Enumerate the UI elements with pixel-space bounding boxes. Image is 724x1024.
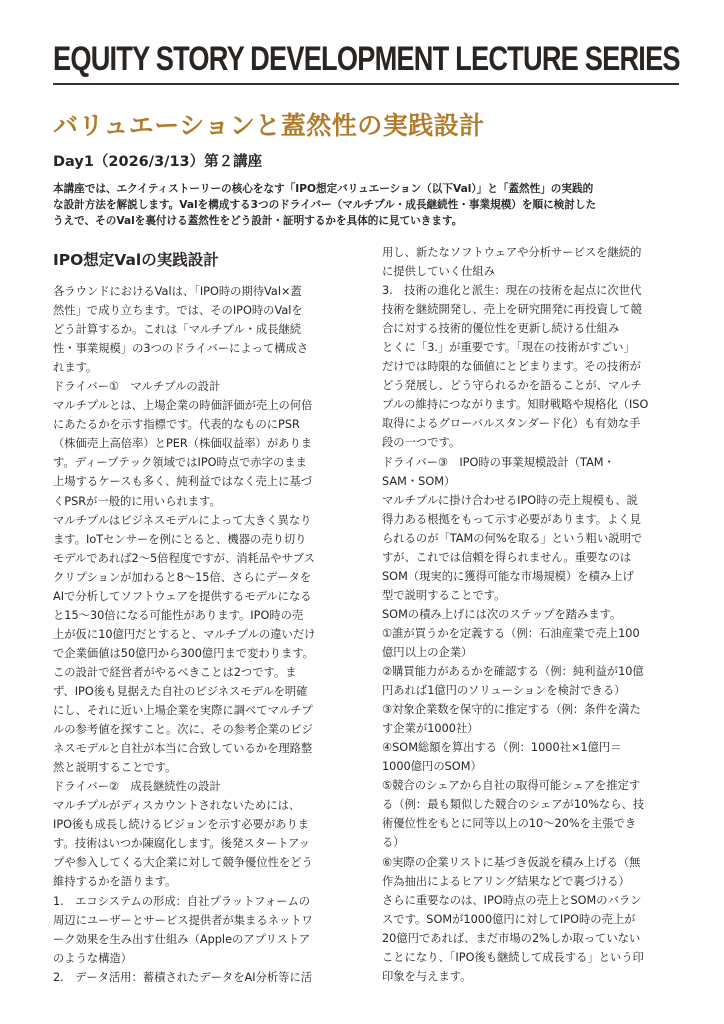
body-line: マルチプルがディスカウントされないためには、: [53, 799, 301, 813]
body-line: 3. 技術の進化と派生：現在の技術を起点に次世代: [382, 284, 642, 298]
body-line: 1000億円のSOM）: [382, 760, 482, 774]
body-line: クリプションが加わると8〜15倍、さらにデータを: [53, 570, 312, 584]
body-line: 用し、新たなソフトウェアや分析サービスを継続的: [382, 246, 642, 259]
body-line: とくに「3.」が重要です。「現在の技術がすごい」: [382, 341, 635, 355]
body-line: る（例：最も類似した競合のシェアが10%なら、技: [382, 798, 645, 812]
body-line: ネスモデルと自社が本当に合致しているかを理路整: [53, 742, 313, 756]
body-line: ます。IoTセンサーを例にとると、機器の売り切り: [53, 532, 307, 546]
body-line: す。技術はいつか陳腐化します。後発スタートアッ: [53, 837, 310, 851]
body-line: ず、IPO後も見据えた自社のビジネスモデルを明確: [53, 684, 308, 698]
right-column: [382, 243, 686, 986]
body-line: すが、これでは信頼を得られません。重要なのは: [382, 550, 632, 564]
body-line: だけでは時限的な価値にとどまります。その技術が: [382, 360, 641, 374]
body-line: ③対象企業数を保守的に推定する（例：条件を満た: [382, 703, 641, 717]
section-heading: IPO想定Valの実践設計: [53, 251, 219, 269]
intro-paragraph: [53, 181, 679, 229]
left-column: [53, 247, 357, 987]
body-line: 技術を継続開発し、売上を研究開発に再投資して競: [382, 303, 642, 317]
body-line: 然性」で成り立ちます。では、そのIPO時のValを: [53, 304, 303, 318]
body-line: AIで分析してソフトウェアを提供するモデルになる: [53, 589, 312, 603]
body-line: マルチプルとは、上場企業の時価評価が売上の何倍: [53, 399, 313, 413]
body-line: 合に対する技術的優位性を更新し続ける仕組み: [382, 322, 620, 336]
body-line: ドライバー② 成長継続性の設計: [53, 780, 221, 794]
body-line: 各ラウンドにおけるValは、「IPO時の期待Val×蓋: [53, 285, 302, 298]
body-line: 20億円であれば、まだ市場の2%しか取っていない: [382, 931, 641, 945]
body-line: くPSRが一般的に用いられます。: [53, 494, 221, 508]
body-line: マルチプルはビジネスモデルによって大きく異なり: [53, 513, 312, 527]
body-line: る）: [382, 836, 405, 850]
page-title: バリュエーションと蓋然性の実践設計: [53, 111, 485, 140]
body-line: 作為抽出によるヒアリング結果などで裏づける）: [382, 874, 630, 888]
body-line: ことになり、「IPO後も継続して成長する」という印: [382, 950, 644, 964]
body-line: SAM・SOM）: [382, 474, 456, 488]
body-line: にし、それに近い上場企業を実際に調べてマルチプ: [53, 704, 313, 718]
body-line: 1. エコシステムの形成：自社プラットフォームの: [53, 894, 311, 908]
body-line: のような構造）: [53, 951, 133, 965]
body-line: 上場するケースも多く、純利益ではなく売上に基づ: [53, 475, 313, 489]
body-line: 2. データ活用：蓄積されたデータをAI分析等に活: [53, 970, 313, 984]
body-line: と15〜30倍になる可能性があります。IPO時の売: [53, 608, 304, 622]
body-line: IPO後も成長し続けるビジョンを示す必要がありま: [53, 818, 310, 832]
series-title: EQUITY STORY DEVELOPMENT LECTURE SERIES: [53, 40, 680, 78]
body-line: SOMの積み上げには次のステップを踏みます。: [382, 607, 622, 621]
body-line: プルの維持につながります。知財戦略や規格化（ISO: [382, 398, 649, 412]
body-line: 円あれば1億円のソリューションを検討できる）: [382, 684, 626, 698]
body-line: す企業が1000社）: [382, 722, 479, 736]
intro-line: な設計方法を解説します。Valを構成する3つのドライバー（マルチプル・成長継続性・事業規模）を順に検討した: [53, 199, 597, 211]
body-line: どう計算するか。これは「マルチプル・成長継続: [53, 323, 302, 337]
session-subtitle: Day1（2026/3/13）第２講座: [53, 154, 263, 170]
body-line: 周辺にユーザーとサービス提供者が集まるネットワ: [53, 913, 313, 927]
body-line: この設計で経営者がやるべきことは2つです。ま: [53, 665, 297, 679]
body-line: ④SOM総額を算出する（例：1000社×1億円＝: [382, 741, 622, 755]
body-line: 型で説明することです。: [382, 588, 506, 602]
body-line: モデルであれば2〜5倍程度ですが、消耗品やサブス: [53, 551, 315, 565]
body-line: 維持するかを語ります。: [53, 875, 177, 889]
body-line: 性・事業規模」の3つのドライバーによって構成さ: [53, 342, 309, 356]
body-line: に提供していく仕組み: [382, 265, 495, 279]
body-line: ⑤競合のシェアから自社の取得可能シェアを推定す: [382, 779, 641, 793]
body-line: 取得によるグローバルスタンダード化）も有効な手: [382, 417, 641, 431]
body-line: ドライバー③ IPO時の事業規模設計（TAM・: [382, 455, 615, 469]
body-line: られるのが「TAMの何%を取る」という粗い説明で: [382, 531, 643, 545]
body-line: 億円以上の企業）: [382, 645, 473, 659]
intro-line: うえで、そのValを裏付ける蓋然性をどう設計・証明するかを具体的に見ていきます。: [53, 215, 463, 227]
body-line: ⑥実際の企業リストに基づき仮説を積み上げる（無: [382, 855, 641, 869]
body-line: （株価売上高倍率）とPER（株価収益率）がありま: [53, 437, 313, 451]
body-line: さらに重要なのは、IPO時点の売上とSOMのバラン: [382, 893, 642, 907]
lecture-series-banner: [53, 40, 693, 84]
body-line: 得力ある根拠をもって示す必要があります。よく見: [382, 512, 641, 526]
body-line: 段の一つです。: [382, 436, 461, 450]
body-line: ②購買能力があるかを確認する（例：純利益が10億: [382, 665, 644, 679]
body-line: 印象を与えます。: [382, 969, 472, 983]
body-line: ドライバー① マルチプルの設計: [53, 380, 221, 394]
body-line: れます。: [53, 361, 98, 375]
body-line: 然と説明することです。: [53, 761, 177, 775]
body-line: どう発展し、どう守られるかを語ることが、マルチ: [382, 379, 642, 393]
body-line: ーク効果を生み出す仕組み（Appleのアプリストア: [53, 932, 311, 946]
body-line: マルチプルに掛け合わせるIPO時の売上規模も、説: [382, 493, 638, 507]
body-line: ①誰が買うかを定義する（例：石油産業で売上100: [382, 626, 640, 640]
body-line: す。ディープテック領域ではIPO時点で赤字のまま: [53, 456, 307, 470]
body-line: SOM（現実的に獲得可能な市場規模）を積み上げ: [382, 569, 634, 583]
body-line: プや参入してくる大企業に対して競争優位性をどう: [53, 856, 313, 870]
body-line: にあたるかを示す指標です。代表的なものにPSR: [53, 418, 300, 432]
body-line: で企業価値は50億円から300億円まで変わります。: [53, 646, 314, 660]
intro-line: 本講座では、エクイティストーリーの核心をなす「IPO想定バリュエーション（以下Val）」と「蓋然性」の実践的: [53, 183, 594, 195]
body-line: 術優位性をもとに同等以上の10〜20%を主張でき: [382, 817, 637, 831]
body-line: ルの参考値を探すこと。次に、その参考企業のビジ: [53, 723, 313, 737]
body-line: 上が仮に10億円だとすると、マルチプルの違いだけ: [53, 627, 316, 641]
header-rule: [53, 83, 679, 85]
body-line: スです。SOMが1000億円に対してIPO時の売上が: [382, 912, 636, 926]
